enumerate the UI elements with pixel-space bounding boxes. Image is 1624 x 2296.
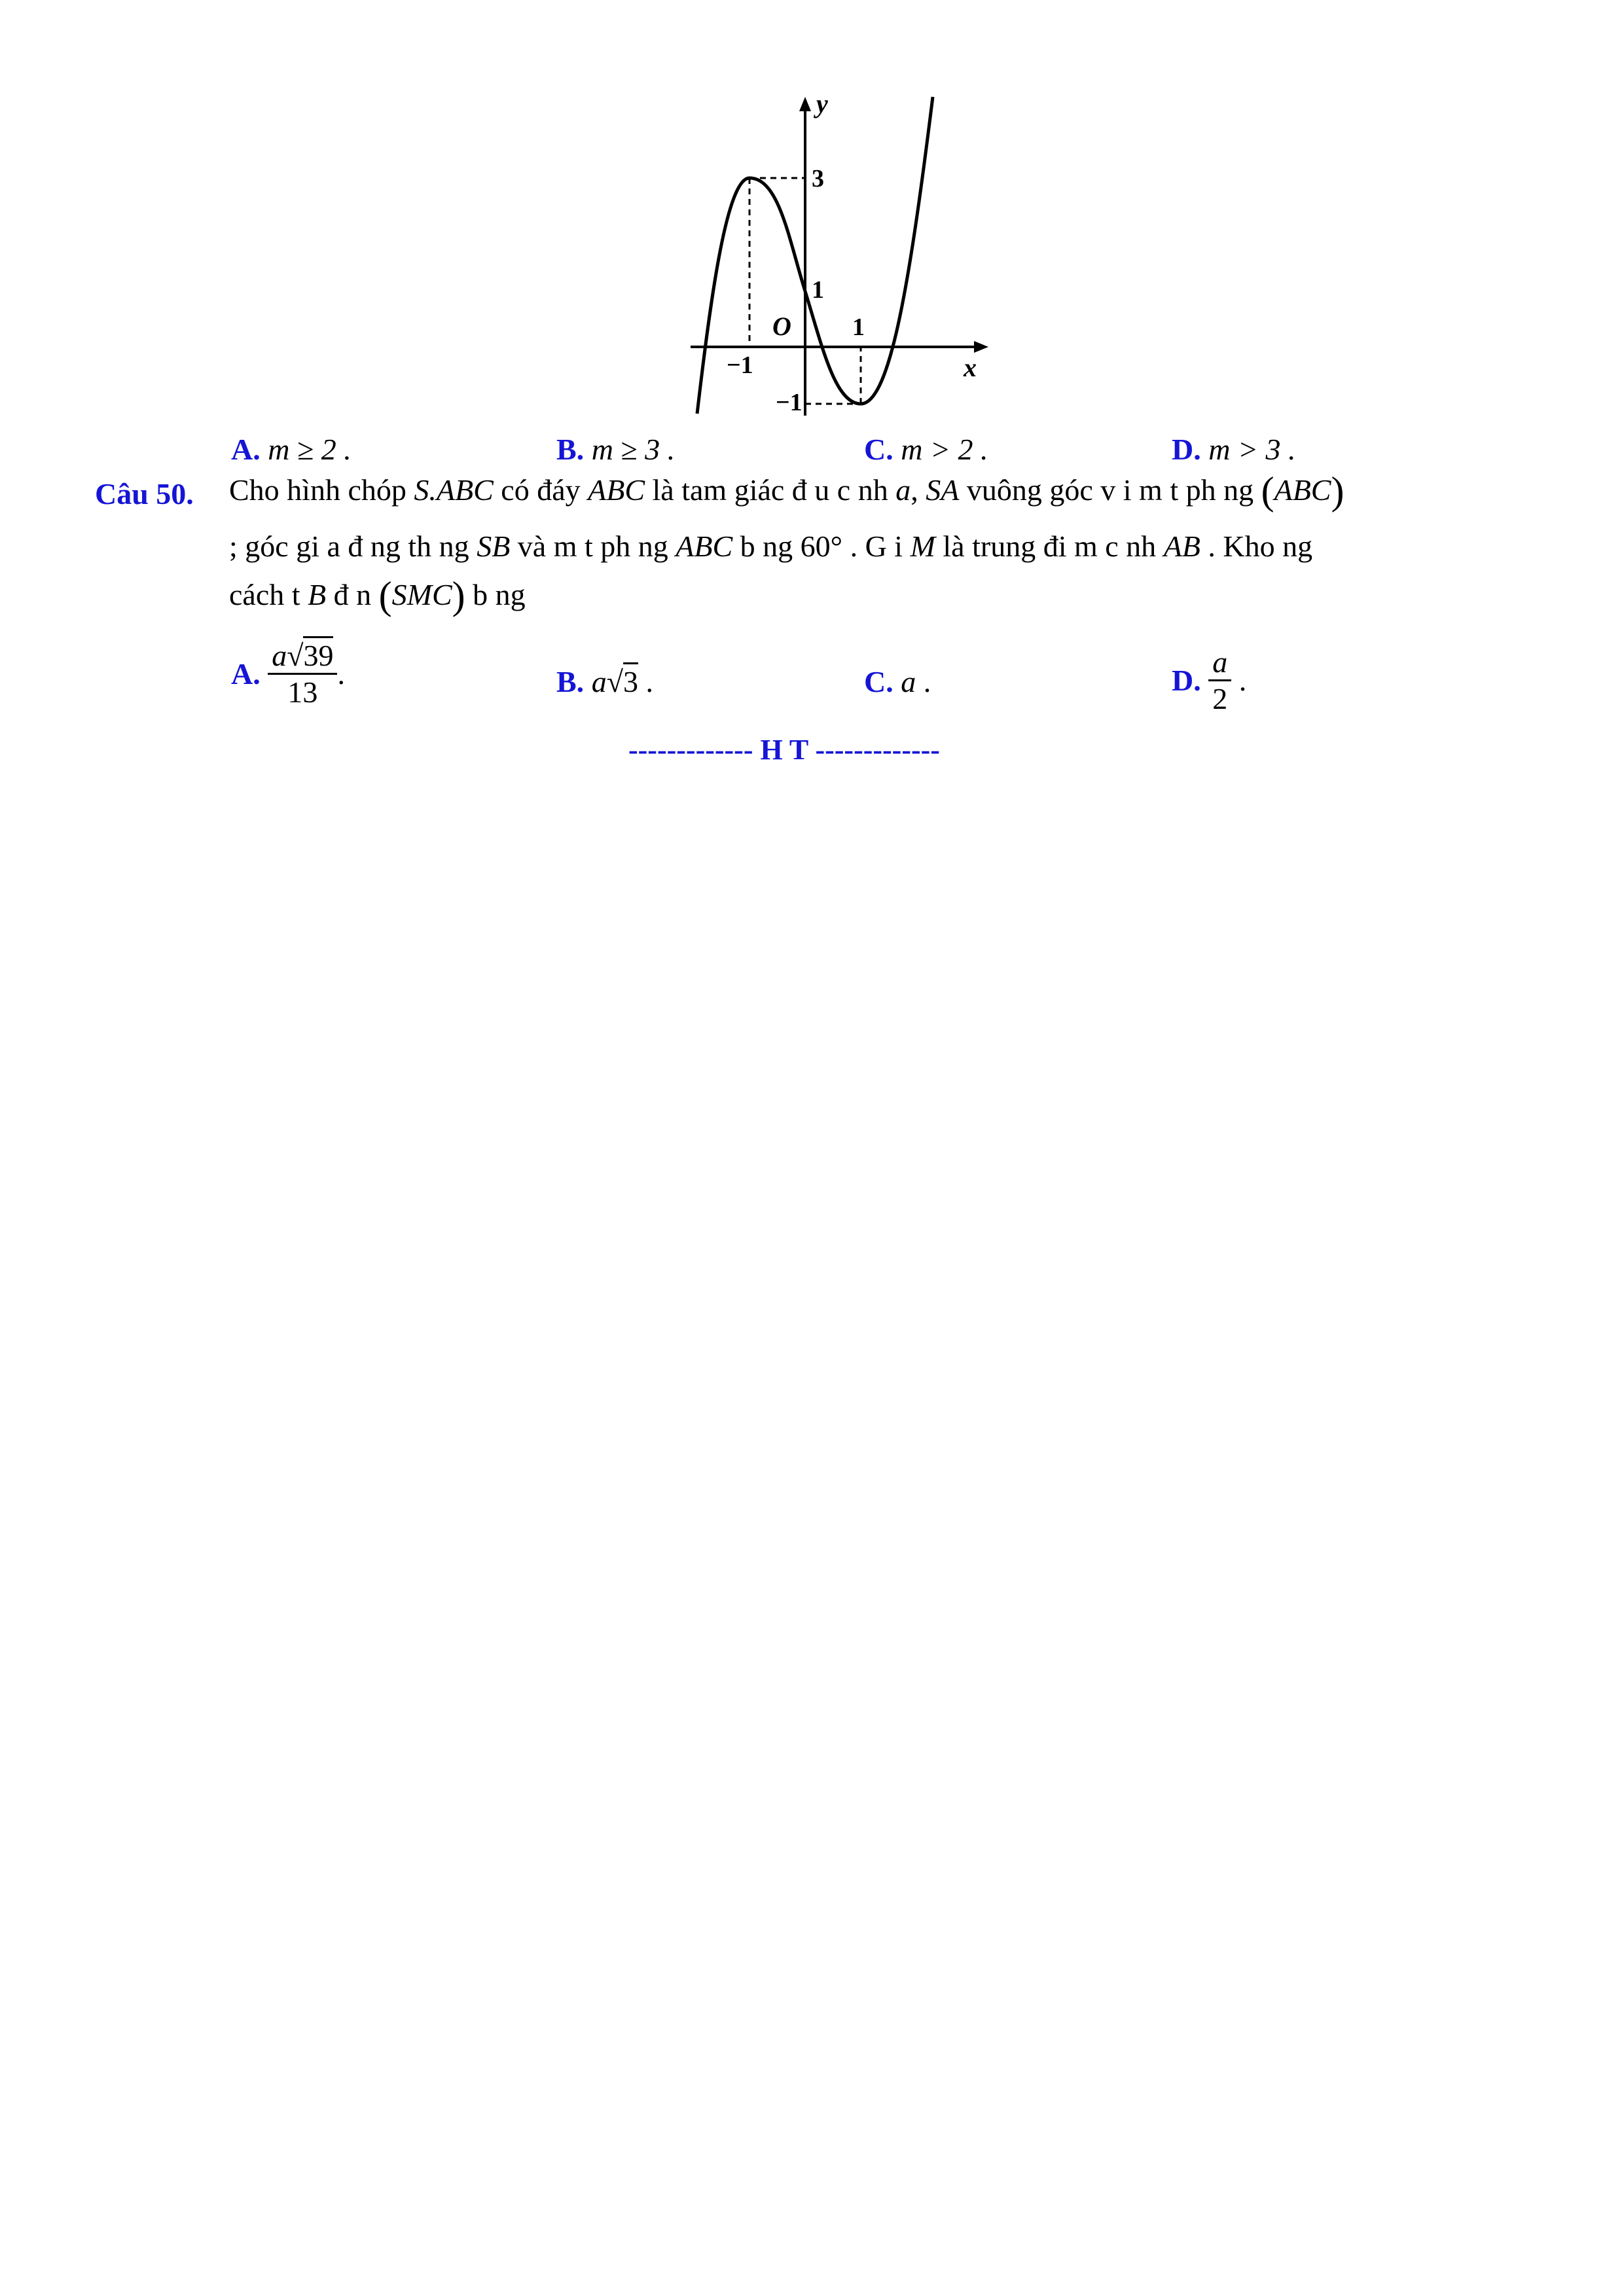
q49-option-c[interactable] xyxy=(864,432,988,467)
tick-x-1: 1 xyxy=(852,314,865,341)
q50-line-2 xyxy=(229,529,1312,564)
math: ABC xyxy=(1274,473,1331,507)
text: b ng xyxy=(465,578,526,611)
math: SMC xyxy=(391,578,452,611)
q49-option-b[interactable] xyxy=(556,432,675,467)
tick-y-3: 3 xyxy=(812,165,824,192)
math: M xyxy=(910,529,935,563)
math: ABC xyxy=(588,473,645,507)
q50-option-d[interactable] xyxy=(1172,645,1246,716)
fraction-denominator: 2 xyxy=(1212,682,1228,715)
q50-line-1 xyxy=(229,471,1344,511)
y-axis-arrow xyxy=(799,97,811,111)
option-label: A. xyxy=(231,433,261,466)
fraction xyxy=(1208,645,1231,716)
text: đ n xyxy=(326,578,379,611)
paren-close: ) xyxy=(1331,469,1344,512)
sqrt-value: 3 xyxy=(623,662,638,698)
text: . Kho ng xyxy=(1200,529,1313,563)
option-value: a xyxy=(591,665,607,698)
text: và m t ph ng xyxy=(510,529,676,563)
tick-y-1: 1 xyxy=(812,276,824,304)
option-value: m > 2 . xyxy=(901,433,988,466)
text: cách t xyxy=(229,578,308,611)
origin-label: O xyxy=(772,312,791,341)
text: b ng 60° . G i xyxy=(732,529,911,563)
tick-x-neg1: −1 xyxy=(727,351,753,379)
q50-number: Câu 50. xyxy=(95,477,194,511)
option-label: C. xyxy=(864,433,893,466)
math: AB xyxy=(1163,529,1200,563)
option-label: D. xyxy=(1172,433,1201,466)
tick-y-neg1: −1 xyxy=(776,389,803,416)
q49-option-a[interactable] xyxy=(231,432,352,467)
x-axis-label: x xyxy=(964,353,977,382)
text: có đáy xyxy=(493,473,588,507)
q50-line-3 xyxy=(229,576,526,615)
x-axis-arrow xyxy=(974,341,988,353)
option-label: C. xyxy=(864,665,893,698)
option-value: m ≥ 3 . xyxy=(591,433,676,466)
q50-option-c[interactable] xyxy=(864,664,931,699)
fraction-numerator: a√39 xyxy=(268,638,337,675)
option-value: m ≥ 2 . xyxy=(268,433,352,466)
option-value: m > 3 . xyxy=(1208,433,1296,466)
dot: . xyxy=(638,665,653,698)
graph-svg xyxy=(681,85,988,425)
text: vuông góc v i m t ph ng xyxy=(959,473,1261,507)
dot: . xyxy=(337,657,345,691)
paren-open: ( xyxy=(378,574,392,617)
option-label: B. xyxy=(556,665,585,698)
text: ; góc gi a đ ng th ng xyxy=(229,529,477,563)
text: , xyxy=(911,473,926,507)
option-label: A. xyxy=(231,657,261,691)
paren-open: ( xyxy=(1261,469,1274,512)
math: SA xyxy=(926,473,960,507)
option-label: B. xyxy=(556,433,585,466)
q50-option-b[interactable]: B. a√3 . xyxy=(556,664,653,699)
text: là tam giác đ u c nh xyxy=(645,473,896,507)
math: S.ABC xyxy=(414,473,494,507)
math: SB xyxy=(477,529,511,563)
dot: . xyxy=(916,665,931,698)
math: ABC xyxy=(676,529,733,563)
cubic-graph xyxy=(681,85,988,425)
option-label: D. xyxy=(1172,664,1201,697)
fraction xyxy=(268,638,337,709)
option-value: a xyxy=(901,665,916,698)
q49-option-d[interactable] xyxy=(1172,432,1296,467)
end-marker: ------------- H T ------------- xyxy=(628,734,940,766)
q50-option-a[interactable] xyxy=(231,638,345,709)
fraction-denominator: 13 xyxy=(287,675,318,709)
text: là trung đi m c nh xyxy=(935,529,1164,563)
fraction-numerator: a xyxy=(1208,645,1231,681)
text: Cho hình chóp xyxy=(229,473,414,507)
paren-close: ) xyxy=(452,574,465,617)
math: B xyxy=(308,578,327,611)
dot: . xyxy=(1231,664,1247,697)
math: a xyxy=(895,473,911,507)
y-axis-label: y xyxy=(816,89,828,118)
